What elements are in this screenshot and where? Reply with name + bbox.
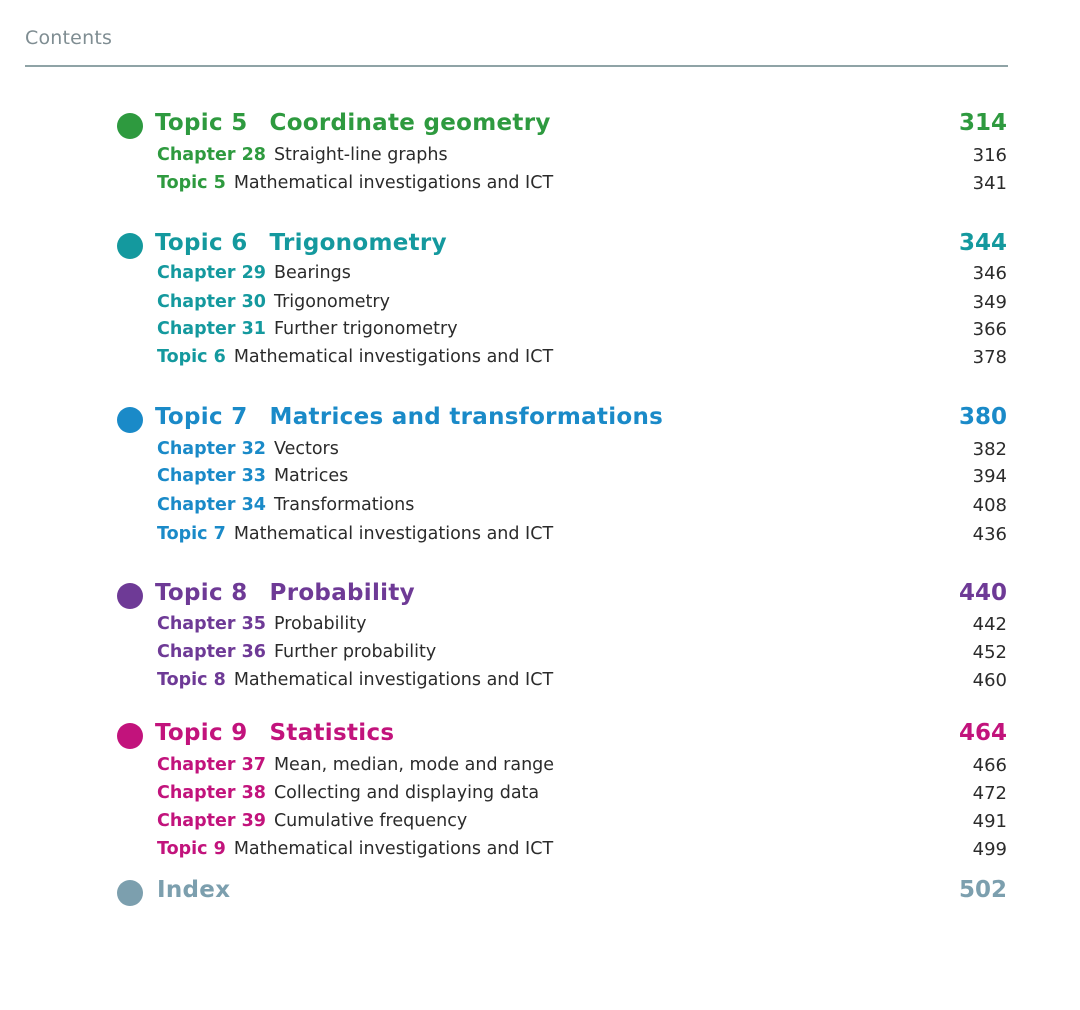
index-page-number: 502 [958, 877, 1007, 903]
chapter-entry [157, 347, 553, 367]
chapter-title: Mathematical investigations and ICT [233, 173, 554, 193]
chapter-label: Chapter 30 [157, 292, 266, 312]
chapter-row[interactable] [0, 171, 1080, 199]
chapter-title: Vectors [273, 439, 339, 459]
chapter-label: Topic 9 [157, 839, 226, 859]
topic-heading-row[interactable] [0, 404, 1080, 436]
chapter-title: Probability [273, 614, 367, 634]
chapter-label: Chapter 32 [157, 439, 266, 459]
chapter-entry [157, 642, 436, 662]
topic-label: Topic 9 [155, 720, 248, 746]
chapter-title: Matrices [273, 466, 349, 486]
header-divider [25, 65, 1008, 67]
chapter-row[interactable] [0, 753, 1080, 781]
chapter-entry [157, 755, 554, 775]
chapter-label: Chapter 31 [157, 319, 266, 339]
chapter-row[interactable] [0, 809, 1080, 837]
chapter-page-number: 491 [972, 811, 1007, 832]
chapter-label: Topic 6 [157, 347, 226, 367]
chapter-title: Transformations [273, 495, 415, 515]
topic-bullet-icon [117, 233, 143, 259]
topic-label: Topic 5 [155, 110, 248, 136]
topic-label: Topic 8 [155, 580, 248, 606]
chapter-row[interactable] [0, 261, 1080, 289]
chapter-label: Topic 5 [157, 173, 226, 193]
chapter-label: Topic 7 [157, 524, 226, 544]
chapter-entry [157, 670, 553, 690]
page-header-title: Contents [25, 27, 113, 49]
topic-bullet-icon [117, 407, 143, 433]
topic-heading-row[interactable] [0, 720, 1080, 752]
chapter-title: Trigonometry [273, 292, 390, 312]
topic-name: Trigonometry [269, 230, 447, 256]
chapter-title: Mathematical investigations and ICT [233, 524, 554, 544]
chapter-row[interactable] [0, 668, 1080, 696]
topic-heading-row[interactable] [0, 580, 1080, 612]
chapter-page-number: 460 [972, 670, 1007, 691]
chapter-label: Chapter 34 [157, 495, 266, 515]
chapter-row[interactable] [0, 317, 1080, 345]
chapter-title: Collecting and displaying data [273, 783, 540, 803]
chapter-row[interactable] [0, 493, 1080, 521]
topic-page-number: 380 [958, 404, 1007, 430]
index-row[interactable] [0, 877, 1080, 909]
chapter-entry [157, 145, 448, 165]
chapter-entry [157, 614, 366, 634]
topic-label: Topic 7 [155, 404, 248, 430]
chapter-label: Chapter 35 [157, 614, 266, 634]
chapter-page-number: 442 [972, 614, 1007, 635]
chapter-entry [157, 263, 351, 283]
chapter-entry [157, 811, 467, 831]
chapter-row[interactable] [0, 345, 1080, 373]
topic-heading-row[interactable] [0, 110, 1080, 142]
chapter-row[interactable] [0, 781, 1080, 809]
chapter-row[interactable] [0, 837, 1080, 865]
chapter-title: Further trigonometry [273, 319, 458, 339]
chapter-entry [157, 839, 553, 859]
chapter-page-number: 408 [972, 495, 1007, 516]
chapter-entry [157, 783, 539, 803]
chapter-label: Chapter 39 [157, 811, 266, 831]
chapter-label: Topic 8 [157, 670, 226, 690]
chapter-row[interactable] [0, 612, 1080, 640]
chapter-page-number: 382 [972, 439, 1007, 460]
chapter-row[interactable] [0, 143, 1080, 171]
chapter-title: Further probability [273, 642, 437, 662]
chapter-page-number: 452 [972, 642, 1007, 663]
topic-name: Matrices and transformations [269, 404, 664, 430]
chapter-page-number: 341 [972, 173, 1007, 194]
chapter-page-number: 499 [972, 839, 1007, 860]
chapter-entry [157, 466, 348, 486]
chapter-page-number: 366 [972, 319, 1007, 340]
topic-bullet-icon [117, 723, 143, 749]
topic-bullet-icon [117, 583, 143, 609]
topic-title [155, 404, 663, 430]
chapter-entry [157, 495, 414, 515]
topic-name: Statistics [269, 720, 395, 746]
topic-title [155, 230, 447, 256]
chapter-page-number: 346 [972, 263, 1007, 284]
topic-page-number: 314 [958, 110, 1007, 136]
chapter-title: Bearings [273, 263, 351, 283]
chapter-label: Chapter 28 [157, 145, 266, 165]
chapter-row[interactable] [0, 464, 1080, 492]
chapter-label: Chapter 37 [157, 755, 266, 775]
topic-heading-row[interactable] [0, 230, 1080, 262]
chapter-label: Chapter 38 [157, 783, 266, 803]
chapter-label: Chapter 33 [157, 466, 266, 486]
chapter-entry [157, 319, 458, 339]
chapter-title: Mean, median, mode and range [273, 755, 555, 775]
chapter-row[interactable] [0, 522, 1080, 550]
chapter-page-number: 466 [972, 755, 1007, 776]
topic-bullet-icon [117, 113, 143, 139]
chapter-entry [157, 439, 339, 459]
chapter-title: Mathematical investigations and ICT [233, 670, 554, 690]
chapter-row[interactable] [0, 640, 1080, 668]
index-bullet-icon [117, 880, 143, 906]
topic-name: Coordinate geometry [269, 110, 551, 136]
topic-title [155, 110, 551, 136]
topic-page-number: 464 [958, 720, 1007, 746]
chapter-row[interactable] [0, 437, 1080, 465]
topic-title [155, 580, 415, 606]
chapter-page-number: 436 [972, 524, 1007, 545]
topic-page-number: 344 [958, 230, 1007, 256]
chapter-label: Chapter 29 [157, 263, 266, 283]
chapter-page-number: 349 [972, 292, 1007, 313]
chapter-title: Mathematical investigations and ICT [233, 347, 554, 367]
topic-title [155, 720, 394, 746]
topic-name: Probability [269, 580, 415, 606]
chapter-title: Mathematical investigations and ICT [233, 839, 554, 859]
chapter-page-number: 394 [972, 466, 1007, 487]
topic-page-number: 440 [958, 580, 1007, 606]
chapter-label: Chapter 36 [157, 642, 266, 662]
topic-label: Topic 6 [155, 230, 248, 256]
chapter-title: Straight-line graphs [273, 145, 448, 165]
chapter-page-number: 316 [972, 145, 1007, 166]
chapter-title: Cumulative frequency [273, 811, 468, 831]
chapter-page-number: 378 [972, 347, 1007, 368]
chapter-entry [157, 524, 553, 544]
chapter-entry [157, 292, 390, 312]
chapter-row[interactable] [0, 290, 1080, 318]
index-title: Index [157, 877, 231, 903]
chapter-entry [157, 173, 553, 193]
chapter-page-number: 472 [972, 783, 1007, 804]
